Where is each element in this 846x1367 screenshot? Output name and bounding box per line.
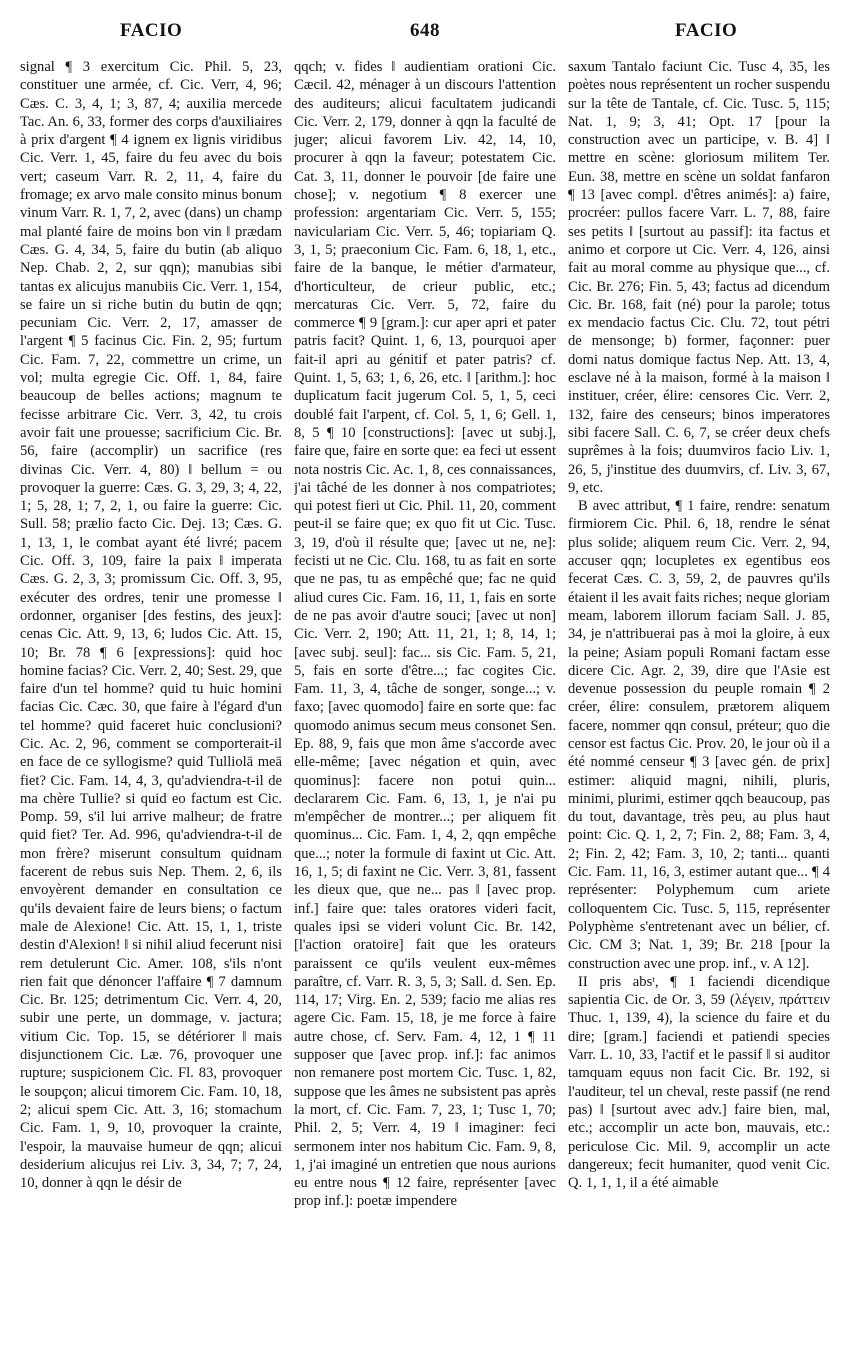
left-running-headword: FACIO	[120, 20, 183, 41]
page-number: 648	[410, 20, 440, 41]
column-left	[20, 58, 282, 1358]
entry-section-b: B avec attribut, ¶ 1 faire, rendre: senatum firmiorem Cic. Phil. 6, 18, rendre le sénat plus solide; aliquem reum Cic. Verr. 2, 94, accuser qqn; locupletes ex egentibus eos fecerat Cæs. C. 3, 59, 2, de pauvres qu'ils étaient il les avait faits riches; neque gloriam meam, laborem illorum faciam Sall. J. 85, 34, je n'attribuerai pas à moi la gloire, à eux la peine; Asiam populi Romani factam esse dicere Cic. Agr. 2, 39, dire que l'Asie est devenue possession du peuple romain ¶ 2 créer, élire: consulem, prætorem aliquem facere, nommer qqn consul, préteur; quo die censor est factus Cic. Prov. 20, le jour où il a été nommé censeur ¶ 3 [avec gén. de prix] estimer: aliquid magni, nihili, pluris, minimi, plurimi, estimer qqch beaucoup, pas du tout, davantage, très peu, au plus haut point: Cic. Q. 1, 2, 7; Fin. 2, 88; Fam. 3, 4, 2; Fin. 2, 42; Fam. 3, 10, 2; tanti... quanti Cic. Fam. 11, 16, 3, estimer autant que... ¶ 4 représenter: Polyphemum cum ariete colloquentem Cic. Tusc. 5, 115, représenter Polyphème s'entretenant avec un bélier, cf. Cic. CM 3; Nat. 1, 39; Br. 218 [pour la construction avec une prop. inf., v. A 12].	[568, 498, 830, 972]
column-right	[568, 58, 830, 1358]
entry-paragraph: qqch; v. fides ‖ audientiam orationi Cic. Cæcil. 42, ménager à un discours l'attention des auditeurs; alicui facultatem judicandi Cic. Verr. 2, 179, donner à qqn la faculté de juger; alicui favorem Liv. 42, 14, 10, procurer à qqn la faveur; potestatem Cic. Cat. 3, 11, donner le pouvoir [de faire une chose]; v. negotium ¶ 8 exercer une profession: argentariam Cic. Verr. 5, 155; naviculariam Cic. Verr. 5, 46; topiariam Q. 3, 1, 5; praeconium Cic. Fam. 6, 18, 1, etc., faire de la banque, le métier d'armateur, d'horticulteur, de crieur public, etc.; mercaturas Cic. Verr. 5, 72, faire du commerce ¶ 9 [gram.]: cur aper apri et pater patris facit? Quint. 1, 6, 13, pourquoi aper fait-il apri au génitif et pater patris? cf. Quint. 1, 5, 63; 1, 6, 26, etc. ‖ [arithm.]: hoc duplicatum facit jugerum Col. 5, 1, 5, ceci doublé fait l'arpent, cf. Col. 5, 1, 6; Gell. 1, 8, 5 ¶ 10 [constructions]: [avec ut subj.], faire que, faire en sorte que: ea feci ut essent nota nostris Cic. Ac. 1, 8, ces connaissances, j'ai tâché de les donner à nos compatriotes; qui potest fieri ut Cic. Phil. 11, 20, comment peut-il se faire que; ex quo fit ut Cic. Tusc. 3, 19, d'où il résulte que; [avec ut ne, ne]: fecisti ut ne Cic. Clu. 168, tu as fait en sorte que ne pas, tu as empêché que; fac ne quid aliud cures Cic. Fam. 16, 11, 1, fais en sorte de ne pas avoir d'autre souci; [avec ut non] Cic. Verr. 2, 190; Att. 11, 21, 1; 8, 14, 1; [avec subj. seul]: fac... sis Cic. Fam. 5, 21, 5, fais en sorte d'être...; fac cogites Cic. Fam. 11, 3, 4, tâche de songer, songe...; v. faxo; [avec quomodo] faire en sorte que: fac quomodo animus secum meus consonet Sen. Ep. 88, 9, fais que mon âme s'accorde avec elle-même; [avec négation et quin, avec quominus]: facere non potui quin... declararem Cic. Fam. 6, 13, 1, je n'ai pu m'empêcher de montrer...; per aliquem fit quominus... Cic. Fam. 1, 4, 2, qqn empêche que...; noter la formule di faxint ut Cic. Att. 16, 1, 5; di faxint ne Cic. Verr. 3, 81, fassent les dieux que, que ne... pas ‖ [avec prop. inf.] faire que: tales oratores videri facit, quales ipsi se videri volunt Cic. Br. 142, [l'action oratoire] fait que les orateurs paraissent ce qu'ils veulent eux-mêmes paraître, cf. Varr. R. 3, 5, 3; Sall. d. Sen. Ep. 114, 17; Virg. En. 2, 539; facio me alias res agere Cic. Fam. 15, 18, je me force à faire autre chose, cf. Serv. Fam. 4, 12, 1 ¶ 11 supposer que [avec prop. inf.]: fac animos non remanere post mortem Cic. Tusc. 1, 82, suppose que les âmes ne subsistent pas après la mort, cf. Cic. Fam. 7, 23, 1; Tusc 1, 70; Phil. 2, 5; Verr. 4, 19 ‖ imaginer: feci sermonem inter nos habitum Cic. Fam. 9, 8, 1, j'ai imaginé un entretien que nous aurions eu entre nous ¶ 12 faire, représenter [avec prop inf.]: poetæ impendere	[294, 59, 556, 1210]
column-middle	[294, 58, 556, 1358]
entry-section-ii: II pris absᵗ, ¶ 1 faciendi dicendique sapientia Cic. de Or. 3, 59 (λέγειν, πράττειν Thuc. 1, 139, 4), la science du faire et du dire; [gram.] faciendi et patiendi species Varr. L. 10, 33, l'actif et le passif ‖ si auditor tamquam equus non facit Cic. Br. 192, si l'auditeur, tel un cheval, reste passif (ne rend pas) ‖ [surtout avec adv.] faire bien, mal, etc.; accomplir un acte bon, mauvais, etc.: periculose Cic. Mil. 9, accomplir un acte dangereux; fecit humaniter, quod venit Cic. Q. 1, 1, 1, il a été aimable	[568, 973, 830, 1192]
text-columns	[20, 58, 830, 1358]
right-running-headword: FACIO	[675, 20, 738, 41]
entry-paragraph: signal ¶ 3 exercitum Cic. Phil. 5, 23, constituer une armée, cf. Cic. Verr, 4, 96; Cæs. C. 3, 4, 1; 3, 87, 4; auxilia mercede Tac. An. 6, 33, former des corps d'auxiliaires à prix d'argent ¶ 4 ignem ex lignis viridibus Cic. Verr. 1, 45, faire du feu avec du bois vert; caseum Varr. R. 2, 11, 4, faire du fromage; ex arvo male consito minus bonum vinum Varr. R. 1, 7, 2, avec (dans) un champ mal planté faire de moins bon vin ‖ prædam Cæs. G. 4, 34, 5, faire du butin (ab aliquo Nep. Chab. 2, 2, sur qqn); manubias sibi tantas ex alicujus manubiis Cic. Verr. 1, 154, se faire un si riche butin du butin de qqn; pecuniam Cic. Verr. 2, 17, amasser de l'argent ¶ 5 facinus Cic. Fin. 2, 95; furtum Cic. Fam. 7, 22, commettre un crime, un vol; multa egregie Cic. Off. 1, 84, faire beaucoup de belles actions; magnum te fecisse arbitrare Cic. Verr. 3, 42, tu crois avoir fait une prouesse; sacrificium Cic. Br. 56, faire (accomplir) un sacrifice (res divinas Cic. Verr. 4, 80) ‖ bellum = ou provoquer la guerre: Cæs. G. 3, 29, 3; 4, 22, 1; 5, 28, 1; 7, 2, 1, ou faire la guerre: Cic. Sull. 58; prælio facto Cic. Dej. 13; Cæs. G. 1, 13, 1, le combat ayant été livré; pacem Cic. Off. 3, 109, faire la paix ‖ imperata Cæs. G. 2, 3, 3; promissum Cic. Off. 3, 95, exécuter des ordres, tenir une promesse ‖ ordonner, organiser [des festins, des jeux]: cenas Cic. Att. 9, 13, 6; ludos Cic. Att. 15, 10; Br. 78 ¶ 6 [expressions]: quid hoc homine facias? Cic. Verr. 2, 40; Sest. 29, que faire d'un tel homme? quid tu huic homini facias Cic. Cæc. 30, que faire à l'égard d'un tel homme? quid faceret huic conclusioni? Cic. Ac. 2, 96, comment se comporterait-il en face de ce syllogisme? quid Tulliolā meā fiet? Cic. Fam. 14, 4, 3, qu'adviendra-t-il de ma chère Tullie? si quid eo factum est Cic. Pomp. 59, s'il lui arrive malheur; de fratre quid fiet? Ter. Ad. 996, qu'adviendra-t-il de mon frère? miserunt consultum quidnam facerent de rebus suis Nep. Them. 2, 6, ils envoyèrent demander en consultation ce qu'ils devaient faire de leurs biens; o factum male de Alexione! Cic. Att. 15, 1, 1, triste destin d'Alexion! ‖ si nihil aliud fecerunt nisi rem detulerunt Cic. Amer. 108, s'ils n'ont rien fait que dénoncer l'affaire ¶ 7 damnum Cic. Br. 125; detrimentum Cic. Verr. 4, 20, subir une perte, un dommage, v. jactura; vitium Cic. Top. 15, se détériorer ‖ mais disjunctionem Cic. Læ. 76, provoquer une rupture; suspicionem Cic. Fl. 83, provoquer le soupçon; alicui timorem Cic. Fam. 10, 18, 2; alicui spem Cic. Att. 3, 16; stomachum Cic. Fam. 1, 9, 10, provoquer la crainte, l'espoir, la mauvaise humeur de qqn; alicui desiderium alicujus rei Liv. 3, 34, 7; 7, 24, 10, donner à qqn le désir de	[20, 59, 282, 1192]
entry-paragraph: saxum Tantalo faciunt Cic. Tusc 4, 35, les poètes nous représentent un rocher suspendu sur la tête de Tantale, cf. Cic. Tusc. 5, 115; Nat. 1, 9; 3, 41; Opt. 17 [pour la construction avec un participe, v. B. 4] ‖ mettre en scène: gloriosum militem Ter. Eun. 38, mettre en scène un soldat fanfaron ¶ 13 [avec compl. d'êtres animés]: a) faire, procréer: pullos facere Varr. L. 7, 88, faire ses petits ‖ [surtout au passif]: ita factus et animo et corpore ut Cic. Verr. 4, 126, ainsi fait au moral comme au physique que..., cf. Cic. Br. 276; Fin. 5, 43; factus ad dicendum Cic. Br. 168, fait (né) pour la parole; totus ex mendacio factus Cic. Clu. 72, tout pétri de mensonge; b) former, façonner: puer domi natus domique factus Nep. Att. 13, 4, esclave né à la maison, formé à la maison ‖ instituer, créer, élire: censores Cic. Verr. 2, 132, faire des censeurs; binos imperatores sibi facere Sall. C. 6, 7, se créer deux chefs suprêmes à la fois; duumviros facio Liv. 1, 26, 5, j'institue des duumvirs, cf. Liv. 3, 67, 9, etc.	[568, 59, 830, 496]
page-header	[0, 18, 846, 50]
